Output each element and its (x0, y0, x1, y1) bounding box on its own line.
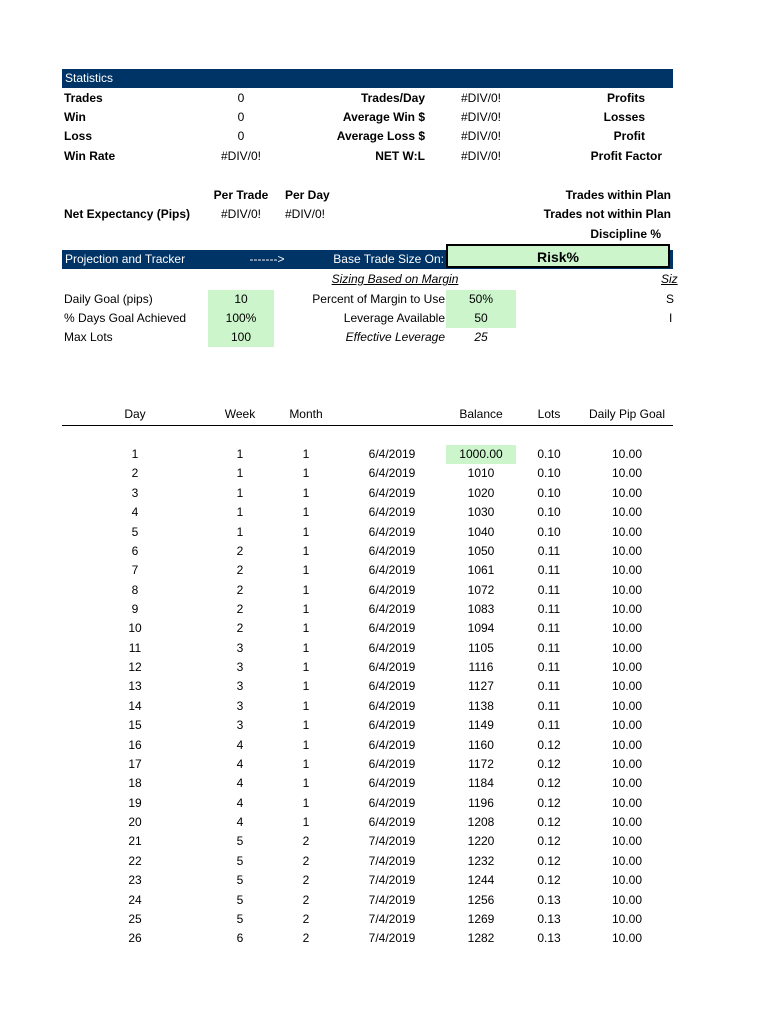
cell-week: 3 (236, 660, 244, 675)
cell-week: 5 (236, 873, 244, 888)
cell-goal: 10.00 (611, 718, 643, 733)
cell-goal: 10.00 (611, 466, 643, 481)
cell-goal: 10.00 (611, 815, 643, 829)
cell-date: 6/4/2019 (368, 698, 416, 713)
cell-lots: 0.11 (537, 640, 561, 655)
stat-label-avg-loss: Average Loss $ (336, 129, 425, 143)
cell-day: 9 (131, 602, 139, 616)
max-lots-input[interactable]: 100 (208, 328, 274, 347)
cell-day: 26 (128, 931, 142, 946)
cell-month: 1 (302, 543, 310, 558)
cell-balance: 1094 (467, 621, 495, 636)
stat-label-trades: Trades (64, 91, 103, 105)
cell-day: 15 (128, 718, 142, 733)
cell-month: 1 (302, 447, 310, 461)
per-day-header: Per Day (285, 188, 330, 202)
cell-month: 1 (302, 524, 310, 539)
cell-date: 6/4/2019 (368, 621, 416, 636)
cell-goal: 10.00 (611, 563, 643, 578)
stat-value-win-rate: #DIV/0! (220, 149, 262, 163)
sizing-cut-label: Siz (661, 272, 678, 286)
discipline-label: Discipline % (590, 227, 661, 241)
statistics-header-band (62, 69, 673, 88)
leverage-input[interactable]: 50 (446, 309, 516, 328)
cell-balance: 1138 (468, 698, 494, 713)
cell-day: 21 (128, 834, 142, 849)
cell-goal: 10.00 (611, 543, 643, 558)
cell-day: 25 (128, 911, 142, 926)
stat-value-trades: 0 (237, 91, 245, 105)
cell-balance: 1116 (468, 660, 494, 675)
cell-goal: 10.00 (611, 621, 643, 636)
cell-month: 1 (302, 776, 310, 791)
cell-lots: 0.12 (537, 873, 561, 888)
daily-goal-input[interactable]: 10 (208, 290, 274, 309)
cell-goal: 10.00 (611, 737, 643, 752)
cell-month: 2 (302, 911, 310, 926)
cell-day: 4 (131, 505, 139, 520)
cell-month: 1 (302, 602, 310, 616)
cell-balance: 1282 (467, 931, 495, 946)
cell-balance: 1050 (467, 543, 495, 558)
cell-lots: 0.11 (537, 718, 561, 733)
cell-lots: 0.13 (537, 911, 561, 926)
cell-goal: 10.00 (611, 524, 643, 539)
cell-goal: 10.00 (611, 911, 643, 926)
cell-month: 1 (302, 621, 310, 636)
cell-month: 1 (302, 582, 310, 597)
leverage-label: Leverage Available (343, 311, 445, 325)
per-day-value: #DIV/0! (285, 207, 326, 221)
cell-lots: 0.12 (537, 815, 561, 829)
cell-day: 14 (128, 698, 142, 713)
cell-goal: 10.00 (611, 679, 643, 694)
cell-date: 6/4/2019 (368, 485, 416, 500)
cell-week: 5 (236, 853, 244, 868)
cell-month: 1 (302, 815, 310, 829)
cut-label-s: S (666, 292, 675, 306)
cell-lots: 0.12 (537, 795, 561, 810)
cell-month: 1 (302, 466, 310, 481)
cell-date: 6/4/2019 (368, 447, 416, 461)
cell-date: 6/4/2019 (368, 640, 416, 655)
cell-goal: 10.00 (611, 873, 643, 888)
stat-label-loss: Loss (64, 129, 93, 143)
cell-lots: 0.13 (537, 892, 561, 907)
cell-week: 4 (236, 795, 244, 810)
cell-week: 1 (236, 466, 244, 481)
cell-balance: 1083 (467, 602, 495, 616)
cell-lots: 0.12 (537, 756, 561, 771)
col-header-day: Day (124, 407, 146, 421)
cell-week: 3 (236, 679, 244, 694)
cell-balance: 1105 (468, 640, 494, 655)
cell-day: 17 (128, 756, 142, 771)
cell-lots: 0.12 (537, 776, 561, 791)
cell-week: 5 (236, 892, 244, 907)
cell-balance: 1269 (467, 911, 495, 926)
cell-goal: 10.00 (611, 834, 643, 849)
net-expectancy-label: Net Expectancy (Pips) (64, 207, 191, 221)
cell-balance: 1160 (468, 737, 494, 752)
pct-margin-input[interactable]: 50% (446, 290, 516, 309)
cell-lots: 0.10 (537, 466, 561, 481)
col-header-balance: Balance (459, 407, 503, 421)
cell-week: 1 (236, 485, 244, 500)
cell-date: 6/4/2019 (368, 795, 416, 810)
stat-label-avg-win: Average Win $ (342, 110, 425, 124)
cell-month: 2 (302, 892, 310, 907)
cell-day: 19 (128, 795, 142, 810)
projection-arrow: -------> (249, 252, 285, 266)
cell-date: 7/4/2019 (368, 892, 416, 907)
cell-month: 1 (302, 737, 310, 752)
cell-day: 20 (128, 815, 142, 829)
cell-week: 4 (236, 737, 244, 752)
cell-day: 12 (128, 660, 142, 675)
cell-lots: 0.10 (537, 447, 561, 461)
max-lots-label: Max Lots (64, 330, 113, 344)
cell-lots: 0.11 (537, 602, 561, 616)
cell-week: 2 (236, 602, 244, 616)
cell-balance: 1149 (468, 718, 494, 733)
stat-label-win-rate: Win Rate (64, 149, 116, 163)
trades-not-within-plan-label: Trades not within Plan (543, 207, 671, 221)
cell-lots: 0.12 (537, 853, 561, 868)
cell-day: 6 (131, 543, 139, 558)
cell-day: 16 (128, 737, 142, 752)
cell-goal: 10.00 (611, 485, 643, 500)
cell-date: 7/4/2019 (368, 853, 416, 868)
per-trade-value: #DIV/0! (220, 207, 262, 221)
days-goal-input[interactable]: 100% (208, 309, 274, 328)
cell-week: 5 (236, 834, 244, 849)
trades-within-plan-label: Trades within Plan (565, 188, 671, 202)
cell-lots: 0.11 (537, 698, 561, 713)
cell-week: 2 (236, 582, 244, 597)
col-header-week: Week (224, 407, 256, 421)
cell-date: 6/4/2019 (368, 543, 416, 558)
cell-lots: 0.10 (537, 524, 561, 539)
pct-margin-label: Percent of Margin to Use (312, 292, 445, 306)
cell-month: 2 (302, 853, 310, 868)
stat-value-win: 0 (237, 110, 245, 124)
cell-week: 3 (236, 698, 244, 713)
cell-goal: 10.00 (611, 853, 643, 868)
cell-goal: 10.00 (611, 698, 643, 713)
cell-balance: 1040 (467, 524, 495, 539)
cell-date: 6/4/2019 (368, 563, 416, 578)
cell-balance: 1072 (467, 582, 495, 597)
cell-balance: 1208 (467, 815, 495, 829)
cell-goal: 10.00 (611, 602, 643, 616)
cell-lots: 0.10 (537, 505, 561, 520)
cell-goal: 10.00 (611, 505, 643, 520)
cell-date: 7/4/2019 (368, 834, 416, 849)
cell-date: 6/4/2019 (368, 660, 416, 675)
cell-day: 7 (131, 563, 139, 578)
days-goal-label: % Days Goal Achieved (64, 311, 187, 325)
stat-label-profit-factor: Profit Factor (590, 149, 662, 163)
cell-date: 6/4/2019 (368, 505, 416, 520)
cell-day: 11 (128, 640, 142, 655)
cell-lots: 0.12 (537, 737, 561, 752)
cell-balance: 1061 (467, 563, 495, 578)
stat-value-avg-loss: #DIV/0! (460, 129, 502, 143)
daily-goal-label: Daily Goal (pips) (64, 292, 153, 306)
cell-date: 6/4/2019 (368, 602, 416, 616)
cell-week: 2 (236, 621, 244, 636)
cell-lots: 0.11 (537, 660, 561, 675)
stat-value-net-wl: #DIV/0! (460, 149, 502, 163)
cell-lots: 0.10 (537, 485, 561, 500)
cell-goal: 10.00 (611, 931, 643, 946)
cell-month: 1 (302, 698, 310, 713)
cell-week: 3 (236, 640, 244, 655)
cell-week: 1 (236, 447, 244, 461)
cell-day: 22 (128, 853, 142, 868)
cell-balance: 1010 (467, 466, 495, 481)
cell-date: 6/4/2019 (368, 815, 416, 829)
sizing-margin-label: Sizing Based on Margin (331, 272, 459, 286)
cell-balance: 1020 (467, 485, 495, 500)
cell-day: 3 (131, 485, 139, 500)
cell-lots: 0.11 (537, 582, 561, 597)
cell-goal: 10.00 (611, 756, 643, 771)
cell-balance: 1196 (468, 795, 494, 810)
cell-date: 6/4/2019 (368, 737, 416, 752)
cut-label-i: I (669, 311, 673, 325)
cell-lots: 0.11 (537, 621, 561, 636)
cell-lots: 0.13 (537, 931, 561, 946)
cell-lots: 0.11 (537, 543, 561, 558)
cell-day: 1 (131, 447, 139, 461)
cell-month: 1 (302, 563, 310, 578)
stat-value-avg-win: #DIV/0! (460, 110, 502, 124)
cell-date: 7/4/2019 (368, 911, 416, 926)
stat-label-profits: Profits (606, 91, 645, 105)
cell-date: 6/4/2019 (368, 679, 416, 694)
cell-day: 24 (128, 892, 142, 907)
cell-day: 13 (128, 679, 142, 694)
cell-date: 6/4/2019 (368, 466, 416, 481)
stat-label-win: Win (64, 110, 86, 124)
cell-month: 1 (302, 795, 310, 810)
cell-day: 23 (128, 873, 142, 888)
cell-day: 8 (131, 582, 139, 597)
cell-lots: 0.11 (537, 563, 561, 578)
per-trade-header: Per Trade (213, 188, 269, 202)
cell-goal: 10.00 (611, 640, 643, 655)
cell-week: 4 (236, 776, 244, 791)
base-trade-size-value: Risk% (536, 249, 580, 265)
stat-value-trades-day: #DIV/0! (460, 91, 502, 105)
cell-date: 6/4/2019 (368, 776, 416, 791)
cell-day: 18 (128, 776, 142, 791)
cell-week: 1 (236, 505, 244, 520)
cell-date: 6/4/2019 (368, 524, 416, 539)
cell-month: 2 (302, 834, 310, 849)
cell-goal: 10.00 (611, 660, 643, 675)
eff-leverage-label: Effective Leverage (345, 330, 445, 344)
base-trade-size-label: Base Trade Size On: (333, 252, 444, 266)
cell-balance[interactable]: 1000.00 (446, 445, 516, 464)
cell-balance: 1232 (467, 853, 495, 868)
cell-month: 2 (302, 931, 310, 946)
cell-balance: 1184 (468, 776, 494, 791)
cell-balance: 1220 (467, 834, 495, 849)
stat-value-loss: 0 (237, 129, 245, 143)
cell-date: 6/4/2019 (368, 718, 416, 733)
table-header-divider (62, 425, 673, 426)
cell-balance: 1127 (468, 679, 494, 694)
cell-date: 6/4/2019 (368, 756, 416, 771)
cell-goal: 10.00 (611, 582, 643, 597)
cell-balance: 1030 (467, 505, 495, 520)
cell-day: 2 (131, 466, 139, 481)
cell-date: 6/4/2019 (368, 582, 416, 597)
cell-goal: 10.00 (611, 447, 643, 461)
cell-date: 7/4/2019 (368, 873, 416, 888)
cell-balance: 1256 (467, 892, 495, 907)
cell-week: 2 (236, 563, 244, 578)
stat-label-net-wl: NET W:L (375, 149, 425, 163)
cell-month: 1 (302, 718, 310, 733)
cell-month: 1 (302, 505, 310, 520)
statistics-header: Statistics (65, 71, 114, 85)
stat-label-trades-day: Trades/Day (360, 91, 425, 105)
projection-header: Projection and Tracker (65, 252, 186, 266)
cell-balance: 1244 (467, 873, 495, 888)
cell-balance: 1172 (468, 756, 494, 771)
cell-month: 2 (302, 873, 310, 888)
stat-label-profit: Profit (613, 129, 645, 143)
cell-day: 10 (128, 621, 142, 636)
col-header-month: Month (289, 407, 323, 421)
eff-leverage-value: 25 (474, 330, 488, 344)
cell-month: 1 (302, 485, 310, 500)
cell-lots: 0.12 (537, 834, 561, 849)
cell-month: 1 (302, 640, 310, 655)
cell-week: 1 (236, 524, 244, 539)
cell-week: 3 (236, 718, 244, 733)
cell-week: 6 (236, 931, 244, 946)
cell-week: 4 (236, 815, 244, 829)
cell-week: 5 (236, 911, 244, 926)
cell-month: 1 (302, 679, 310, 694)
col-header-goal: Daily Pip Goal (588, 407, 666, 421)
cell-goal: 10.00 (611, 776, 643, 791)
stat-label-losses: Losses (603, 110, 645, 124)
cell-week: 4 (236, 756, 244, 771)
cell-week: 2 (236, 543, 244, 558)
cell-lots: 0.11 (537, 679, 561, 694)
cell-month: 1 (302, 660, 310, 675)
col-header-lots: Lots (537, 407, 561, 421)
cell-date: 7/4/2019 (368, 931, 416, 946)
base-trade-size-select[interactable] (446, 244, 670, 268)
cell-month: 1 (302, 756, 310, 771)
cell-goal: 10.00 (611, 795, 643, 810)
cell-day: 5 (131, 524, 139, 539)
cell-goal: 10.00 (611, 892, 643, 907)
